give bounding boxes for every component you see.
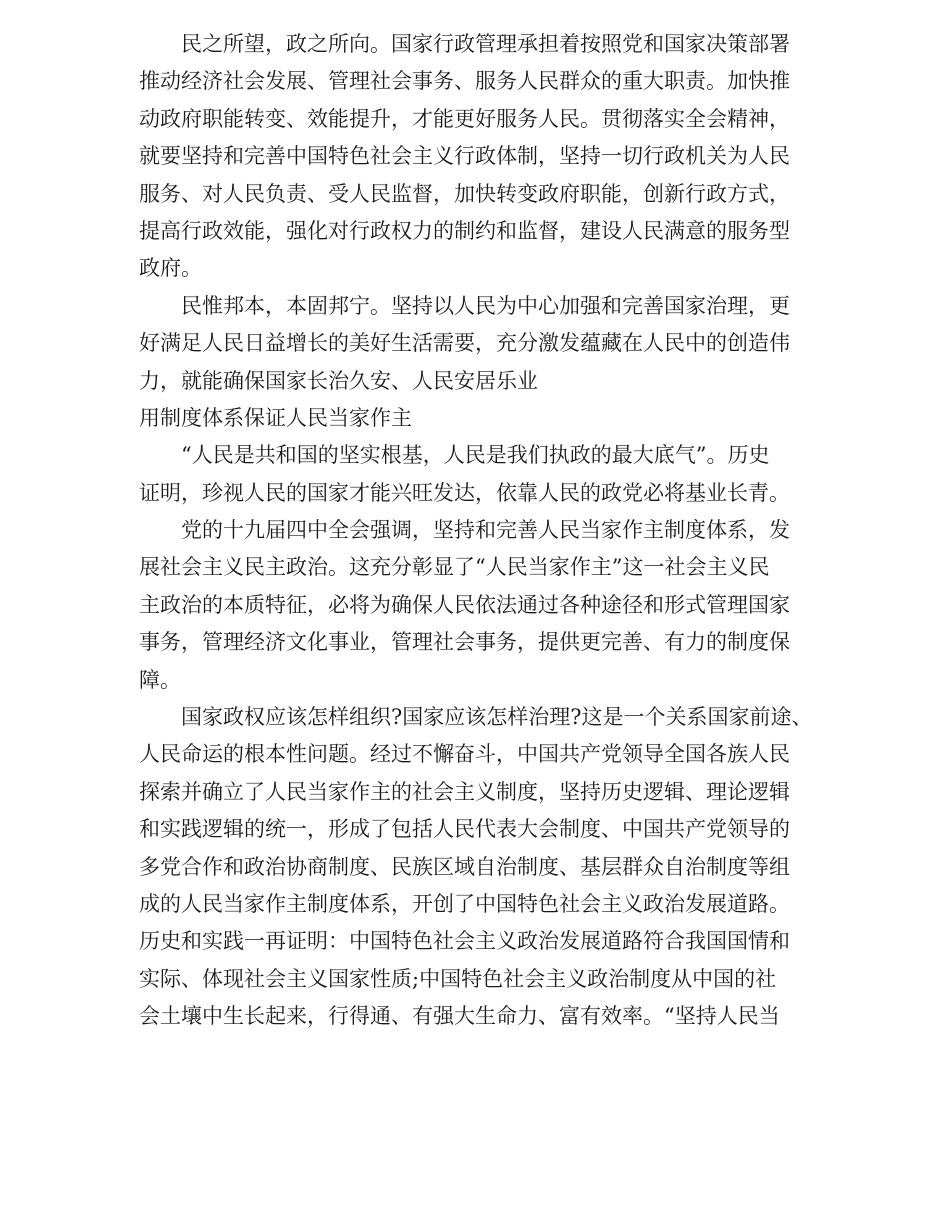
text-line: 展社会主义民主政治。这充分彰显了“人民当家作主”这一社会主义民 bbox=[139, 555, 770, 580]
text-line: 民之所望，政之所向。国家行政管理承担着按照党和国家决策部署 bbox=[181, 32, 790, 56]
text-line: 党的十九届四中全会强调，坚持和完善人民当家作主制度体系，发 bbox=[181, 518, 790, 543]
paragraph-state-governance bbox=[139, 699, 814, 1036]
text-line: 多党合作和政治协商制度、民族区域自治制度、基层群众自治制度等组 bbox=[139, 854, 790, 879]
text-line: “人民是共和国的坚实根基，人民是我们执政的最大底气”。历史 bbox=[181, 443, 770, 468]
text-line: 探索并确立了人民当家作主的社会主义制度，坚持历史逻辑、理论逻辑 bbox=[139, 779, 790, 804]
text-line: 成的人民当家作主制度体系，开创了中国特色社会主义政治发展道路。 bbox=[139, 891, 790, 916]
text-line: 动政府职能转变、效能提升，才能更好服务人民。贯彻落实全会精神， bbox=[139, 106, 790, 131]
text-line: 提高行政效能，强化对行政权力的制约和监督，建设人民满意的服务型 bbox=[139, 218, 790, 243]
text-line: 民惟邦本，本固邦宁。坚持以人民为中心加强和完善国家治理，更 bbox=[181, 293, 790, 318]
text-line: 服务、对人民负责、受人民监督，加快转变政府职能，创新行政方式， bbox=[139, 181, 790, 206]
document-body bbox=[139, 26, 814, 1036]
text-line: 推动经济社会发展、管理社会事务、服务人民群众的重大职责。加快推 bbox=[139, 69, 790, 94]
text-line: 力，就能确保国家长治久安、人民安居乐业 bbox=[139, 368, 538, 393]
text-line: 会土壤中生长起来，行得通、有强大生命力、富有效率。“坚持人民当 bbox=[139, 1004, 780, 1029]
text-line: 事务，管理经济文化事业，管理社会事务，提供更完善、有力的制度保 bbox=[139, 630, 790, 655]
section-heading-text: 用制度体系保证人民当家作主 bbox=[139, 405, 412, 430]
paragraph-service-government bbox=[139, 26, 814, 288]
text-line: 政府。 bbox=[139, 256, 202, 281]
text-line: 人民命运的根本性问题。经过不懈奋斗，中国共产党领导全国各族人民 bbox=[139, 742, 790, 767]
text-line: 国家政权应该怎样组织?国家应该怎样治理?这是一个关系国家前途、 bbox=[181, 705, 813, 730]
text-line: 证明，珍视人民的国家才能兴旺发达，依靠人民的政党必将基业长青。 bbox=[139, 480, 790, 505]
paragraph-plenary-session bbox=[139, 512, 814, 699]
text-line: 和实践逻辑的统一，形成了包括人民代表大会制度、中国共产党领导的 bbox=[139, 817, 790, 842]
text-line: 主政治的本质特征，必将为确保人民依法通过各种途径和形式管理国家 bbox=[139, 592, 790, 617]
text-line: 好满足人民日益增长的美好生活需要，充分激发蕴藏在人民中的创造伟 bbox=[139, 331, 790, 356]
text-line: 实际、体现社会主义国家性质;中国特色社会主义政治制度从中国的社 bbox=[139, 966, 777, 991]
text-line: 历史和实践一再证明：中国特色社会主义政治发展道路符合我国国情和 bbox=[139, 929, 790, 954]
text-line: 障。 bbox=[139, 667, 181, 692]
paragraph-quote bbox=[139, 437, 814, 512]
paragraph-people-foundation bbox=[139, 288, 814, 400]
text-line: 就要坚持和完善中国特色社会主义行政体制，坚持一切行政机关为人民 bbox=[139, 144, 790, 169]
section-heading bbox=[139, 400, 814, 437]
